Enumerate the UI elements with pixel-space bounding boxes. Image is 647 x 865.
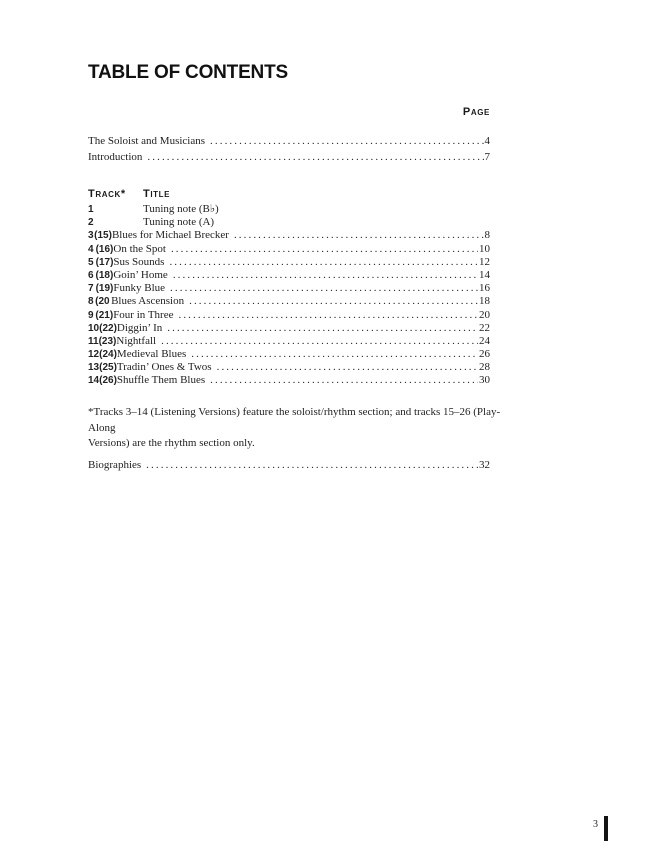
track-alt-number: (24) — [99, 349, 117, 361]
track-row — [88, 309, 490, 322]
track-table — [88, 188, 490, 388]
track-row — [88, 361, 490, 374]
track-number: 10 — [88, 322, 100, 334]
track-alt-number: (21) — [95, 309, 114, 321]
track-number: 3 — [88, 230, 94, 242]
dot-leader — [169, 256, 478, 269]
track-number: 7 — [88, 283, 94, 295]
dot-leader — [189, 295, 478, 308]
toc-entry — [88, 150, 490, 166]
entry-page: 7 — [484, 150, 490, 163]
track-row — [88, 269, 490, 282]
entry-page: 32 — [479, 459, 490, 471]
dot-leader — [170, 282, 478, 295]
track-alt-number: (19) — [95, 283, 114, 295]
track-alt-number: (20 — [95, 296, 110, 308]
front-matter-list — [88, 134, 490, 165]
track-title: Four in Three — [113, 308, 174, 321]
track-row — [88, 243, 490, 256]
entry-title: The Soloist and Musicians — [88, 135, 206, 147]
track-number: 9 — [88, 309, 94, 321]
dot-leader — [146, 458, 478, 474]
track-row — [88, 256, 490, 269]
track-row — [88, 229, 490, 242]
track-title: Tuning note (A) — [143, 216, 215, 229]
track-row — [88, 295, 490, 308]
track-number: 6 — [88, 269, 94, 281]
track-title: Tuning note (B♭) — [143, 203, 219, 215]
entry-title: Biographies — [88, 459, 142, 471]
dot-leader — [161, 335, 478, 348]
dot-leader — [171, 243, 478, 256]
track-number: 12 — [88, 349, 100, 361]
dot-leader — [210, 374, 478, 387]
track-title: Diggin’ In — [116, 321, 163, 334]
track-alt-number: (22) — [99, 322, 117, 334]
track-row — [88, 335, 490, 348]
track-title: Sus Sounds — [113, 255, 165, 268]
track-alt-number: (16) — [95, 243, 114, 255]
track-title: Medieval Blues — [116, 348, 187, 361]
track-page: 18 — [478, 295, 490, 308]
track-page: 30 — [479, 374, 490, 387]
track-number: 13 — [88, 362, 100, 374]
track-row — [88, 322, 490, 335]
back-matter-list — [88, 458, 490, 474]
track-page: 8 — [484, 229, 490, 242]
footnote-text — [88, 405, 508, 452]
entry-title: Introduction — [88, 150, 143, 163]
page-title: TABLE OF CONTENTS — [88, 62, 288, 83]
footnote-line: Versions) are the rhythm section only. — [88, 437, 255, 449]
dot-leader — [234, 229, 484, 242]
track-title: Goin’ Home — [113, 268, 168, 281]
track-row — [88, 216, 490, 229]
title-column-header: Title — [143, 188, 171, 200]
track-number: 1 — [88, 204, 94, 215]
track-number: 8 — [88, 296, 94, 308]
track-list — [88, 203, 490, 388]
track-title: Blues for Michael Brecker — [111, 229, 229, 242]
track-alt-number: (26) — [99, 375, 117, 387]
footnote-line: *Tracks 3–14 (Listening Versions) feature the soloist/rhythm section; and tracks 15–26 (Play-Along — [88, 406, 501, 434]
track-number: 11 — [88, 335, 99, 347]
track-row — [88, 374, 490, 387]
dot-leader — [191, 348, 478, 361]
track-title: Tradin’ Ones & Twos — [116, 361, 212, 374]
track-number: 4 — [88, 243, 94, 255]
track-number: 2 — [88, 217, 94, 229]
track-number: 5 — [88, 256, 94, 268]
toc-entry — [88, 134, 490, 150]
track-row — [88, 348, 490, 361]
track-alt-number: (18) — [95, 269, 114, 281]
track-alt-number: (15) — [94, 230, 112, 242]
footer-bar — [604, 816, 608, 841]
track-title: Funky Blue — [113, 282, 166, 295]
track-page: 22 — [479, 321, 490, 334]
track-column-header: Track* — [88, 188, 126, 200]
track-page: 12 — [479, 255, 490, 268]
dot-leader — [147, 150, 483, 166]
track-alt-number: (25) — [99, 362, 117, 374]
dot-leader — [167, 322, 478, 335]
track-page: 14 — [479, 268, 490, 281]
track-row — [88, 282, 490, 295]
toc-entry — [88, 458, 490, 474]
dot-leader — [217, 361, 478, 374]
track-alt-number: (17) — [95, 256, 114, 268]
track-number: 14 — [88, 375, 100, 387]
track-title: Blues Ascension — [111, 295, 185, 308]
track-page: 10 — [479, 242, 490, 255]
track-alt-number: (23) — [98, 335, 117, 347]
track-title: Shuffle Them Blues — [116, 374, 206, 387]
page-column-label: Page — [462, 106, 490, 118]
dot-leader — [210, 134, 483, 150]
dot-leader — [178, 309, 478, 322]
track-page: 20 — [479, 308, 490, 321]
track-title: On the Spot — [113, 242, 166, 255]
track-table-header — [88, 188, 490, 201]
track-page: 28 — [479, 361, 490, 374]
folio-page-number: 3 — [593, 819, 598, 830]
track-page: 26 — [479, 348, 490, 361]
entry-page: 4 — [484, 135, 490, 147]
track-title: Nightfall — [116, 334, 157, 347]
track-page: 24 — [479, 334, 490, 347]
track-row — [88, 203, 490, 216]
track-page: 16 — [479, 282, 490, 295]
dot-leader — [173, 269, 478, 282]
